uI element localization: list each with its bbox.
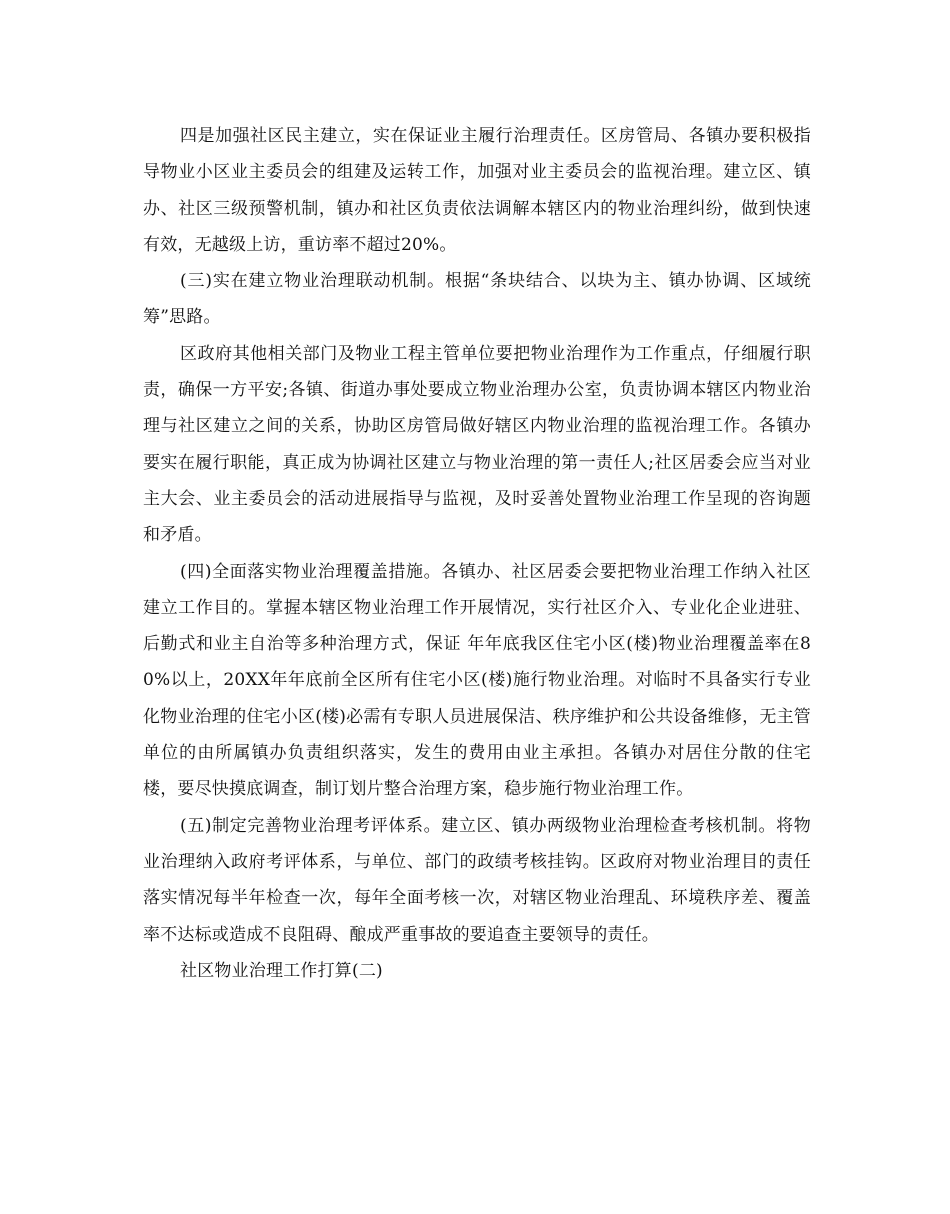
paragraph-plan-two-heading: 社区物业治理工作打算(二) <box>180 960 383 981</box>
paragraph-section-four: (四)全面落实物业治理覆盖措施。各镇办、社区居委会要把物业治理工作纳入社区建立工作目的。掌握本辖区物业治理工作开展情况，实行社区介入、专业化企业进驻、后勤式和业主自治等多种治理方式，保证 年年底我区住宅小区(楼)物业治理覆盖率在80%以上，20XX年年底前全区所有住宅小区(楼)施行物业治理。对临时不具备实行专业化物业治理的住宅小区(楼)必需有专职人员进展保洁、秩序维护和公共设备维修，无主管单位的由所属镇办负责组织落实，发生的费用由业主承担。各镇办对居住分散的住宅楼，要尽快摸底调查，制订划片整合治理方案，稳步施行物业治理工作。 <box>143 561 811 800</box>
paragraph-department-duties: 区政府其他相关部门及物业工程主管单位要把物业治理作为工作重点，仔细履行职责，确保一方平安;各镇、街道办事处要成立物业治理办公室，负责协调本辖区内物业治理与社区建立之间的关系，协助区房管局做好辖区内物业治理的监视治理工作。各镇办要实在履行职能，真正成为协调社区建立与物业治理的第一责任人;社区居委会应当对业主大会、业主委员会的活动进展指导与监视，及时妥善处置物业治理工作呈现的咨询题和矛盾。 <box>143 343 811 546</box>
paragraph-democracy-building: 四是加强社区民主建立，实在保证业主履行治理责任。区房管局、各镇办要积极指导物业小区业主委员会的组建及运转工作，加强对业主委员会的监视治理。建立区、镇办、社区三级预警机制，镇办和社区负责依法调解本辖区内的物业治理纠纷，做到快速有效，无越级上访，重访率不超过20%。 <box>143 126 811 255</box>
paragraph-section-five: (五)制定完善物业治理考评体系。建立区、镇办两级物业治理检查考核机制。将物业治理纳入政府考评体系，与单位、部门的政绩考核挂钩。区政府对物业治理目的责任落实情况每半年检查一次，每年全面考核一次，对辖区物业治理乱、环境秩序差、覆盖率不达标或造成不良阻碍、酿成严重事故的要追查主要领导的责任。 <box>143 815 811 945</box>
document-body <box>143 118 811 989</box>
paragraph-section-three: (三)实在建立物业治理联动机制。根据“条块结合、以块为主、镇办协调、区域统筹”思路。 <box>143 271 811 328</box>
